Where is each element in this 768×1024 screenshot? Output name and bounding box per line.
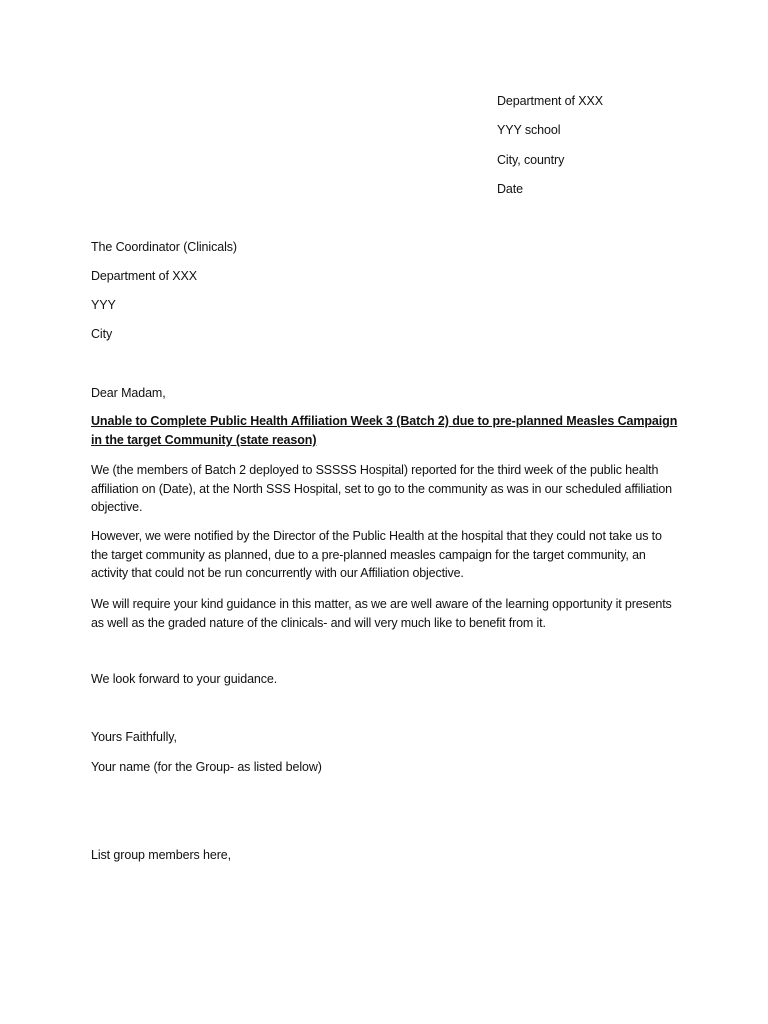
closing-line: We look forward to your guidance. xyxy=(91,672,278,686)
recipient-city: City xyxy=(91,327,113,341)
sender-school: YYY school xyxy=(497,123,561,137)
sender-location: City, country xyxy=(497,153,565,167)
subject-line-1: Unable to Complete Public Health Affiliation Week 3 (Batch 2) due to pre-planned Measles Campaign xyxy=(91,414,678,428)
paragraph-2: However, we were notified by the Director of the Public Health at the hospital that they could not take us to the target community as planned, due to a pre-planned measles campaign for the target community, an activity that could not be run concurrently with our Affiliation objective. xyxy=(91,529,662,580)
recipient-department: Department of XXX xyxy=(91,269,197,283)
recipient-institution: YYY xyxy=(91,298,116,312)
sign-off: Yours Faithfully, xyxy=(91,730,177,744)
recipient-title: The Coordinator (Clinicals) xyxy=(91,240,237,254)
paragraph-1: We (the members of Batch 2 deployed to SSSSS Hospital) reported for the third week of the public health affiliation on (Date), at the North SSS Hospital, set to go to the community as was in our scheduled affiliation objective. xyxy=(91,463,672,514)
sender-date: Date xyxy=(497,182,524,196)
sender-department: Department of XXX xyxy=(497,94,603,108)
subject-line-2: in the target Community (state reason) xyxy=(91,433,317,447)
group-members-note: List group members here, xyxy=(91,848,232,862)
signature-name: Your name (for the Group- as listed below) xyxy=(91,760,322,774)
paragraph-3: We will require your kind guidance in this matter, as we are well aware of the learning opportunity it presents as well as the graded nature of the clinicals- and will very much like to benefit from it. xyxy=(91,597,672,630)
salutation: Dear Madam, xyxy=(91,386,166,400)
